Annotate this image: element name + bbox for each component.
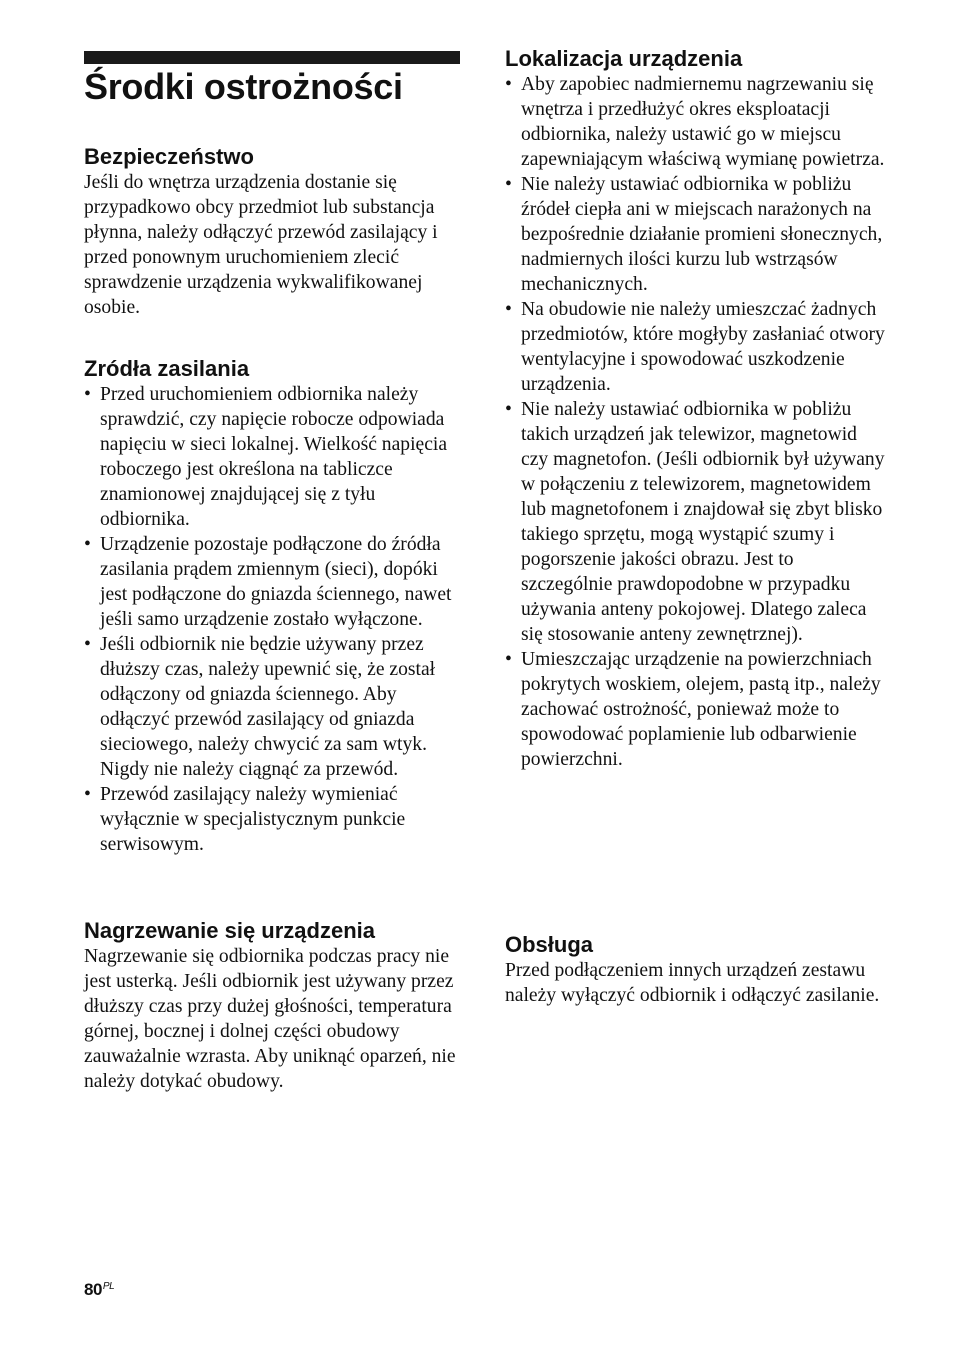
list-item-text: Przewód zasilający należy wymieniać wyłącznie w specjalistycznym punkcie serwisowym. [100, 784, 406, 855]
list-item [505, 172, 885, 297]
list-item-text: Na obudowie nie należy umieszczać żadnych przedmiotów, które mogłyby zasłaniać otwory wentylacyjne i spowodować uszkodzenie urządzenia. [521, 299, 885, 395]
list-item-text: Nie należy ustawiać odbiornika w pobliżu źródeł ciepła ani w miejscach narażonych na bezpośrednie działanie promieni słonecznych, nadmiernych ilości kurzu lub wstrząsów mechanicznych. [521, 174, 883, 295]
list-item [505, 297, 885, 397]
list-item [84, 532, 464, 632]
list-item-text: Jeśli odbiornik nie będzie używany przez dłuższy czas, należy upewnić się, że został odłączony od gniazda ściennego. Aby odłączyć przewód zasilający od gniazda sieciowego, należy chwycić za sam wtyk. Nigdy nie należy ciągnąć za przewód. [100, 634, 436, 780]
list-item-text: Nie należy ustawiać odbiornika w pobliżu takich urządzeń jak telewizor, magnetowid czy magnetofon. (Jeśli odbiornik był używany w połączeniu z telewizorem, magnetowidem lub magnetofonem i znajdował się zbyt blisko takiego sprzętu, mogą wystąpić szumy i pogorszenie jakości obrazu. Jest to szczególnie prawdopodobne w przypadku używania anteny pokojowej. Dlatego zaleca się stosowanie anteny zewnętrznej). [521, 399, 885, 645]
bullet-icon: • [505, 74, 512, 95]
bullet-icon: • [505, 399, 512, 420]
list-item [505, 647, 885, 772]
section-zrodla-zasilania [84, 356, 464, 857]
section-paragraph: Nagrzewanie się odbiornika podczas pracy nie jest usterką. Jeśli odbiornik jest używany przez dłuższy czas przy dużej głośności, temperatura górnej, bocznej i dolnej części obudowy zauważalnie wzrasta. Aby uniknąć oparzeń, nie należy dotykać obudowy. [84, 946, 456, 1092]
list-item [84, 782, 464, 857]
title-rule [84, 51, 460, 64]
list-item-text: Umieszczając urządzenie na powierzchniach pokrytych woskiem, olejem, pastą itp., należy zachować ostrożność, ponieważ może to spowodować poplamienie lub odbarwienie powierzchni. [521, 649, 881, 770]
page-number [84, 1280, 114, 1300]
bullet-icon: • [84, 384, 91, 405]
bullet-icon: • [84, 784, 91, 805]
bullet-icon: • [84, 634, 91, 655]
section-lokalizacja [505, 46, 885, 772]
bullet-icon: • [505, 174, 512, 195]
list-item-text: Urządzenie pozostaje podłączone do źródła zasilania prądem zmiennym (sieci), dopóki jest podłączone do gniazda ściennego, nawet jeśli samo urządzenie zostało wyłączone. [100, 534, 452, 630]
section-heading: Bezpieczeństwo [84, 144, 254, 169]
list-item [505, 397, 885, 647]
list-item-text: Przed uruchomieniem odbiornika należy sprawdzić, czy napięcie robocze odpowiada napięciu w sieci lokalnej. Wielkość napięcia roboczego jest określona na tabliczce znamionowej znajdującej się z tyłu odbiornika. [100, 384, 448, 530]
bullet-list [505, 72, 885, 772]
section-obsluga [505, 932, 885, 1008]
bullet-icon: • [84, 534, 91, 555]
bullet-icon: • [505, 299, 512, 320]
language-mark: PL [102, 1281, 115, 1292]
section-paragraph: Jeśli do wnętrza urządzenia dostanie się przypadkowo obcy przedmiot lub substancja płynna, należy odłączyć przewód zasilający i przed ponownym uruchomieniem zlecić sprawdzenie urządzenia wykwalifikowanej osobie. [84, 172, 438, 318]
bullet-list [84, 382, 464, 857]
section-heading: Lokalizacja urządzenia [505, 46, 743, 71]
section-paragraph: Przed podłączeniem innych urządzeń zestawu należy wyłączyć odbiornik i odłączyć zasilanie. [505, 960, 880, 1006]
section-heading: Nagrzewanie się urządzenia [84, 918, 375, 943]
list-item [84, 632, 464, 782]
list-item [84, 382, 464, 532]
section-bezpieczenstwo [84, 144, 464, 320]
bullet-icon: • [505, 649, 512, 670]
page-number-value: 80 [84, 1280, 102, 1299]
list-item-text: Aby zapobiec nadmiernemu nagrzewaniu się wnętrza i przedłużyć okres eksploatacji odbiornika, należy ustawić go w miejscu zapewniającym właściwą wymianę powietrza. [521, 74, 885, 170]
page-title: Środki ostrożności [84, 66, 403, 107]
list-item [505, 72, 885, 172]
section-nagrzewanie [84, 918, 464, 1094]
section-heading: Obsługa [505, 932, 594, 957]
section-heading: Zródła zasilania [84, 356, 250, 381]
